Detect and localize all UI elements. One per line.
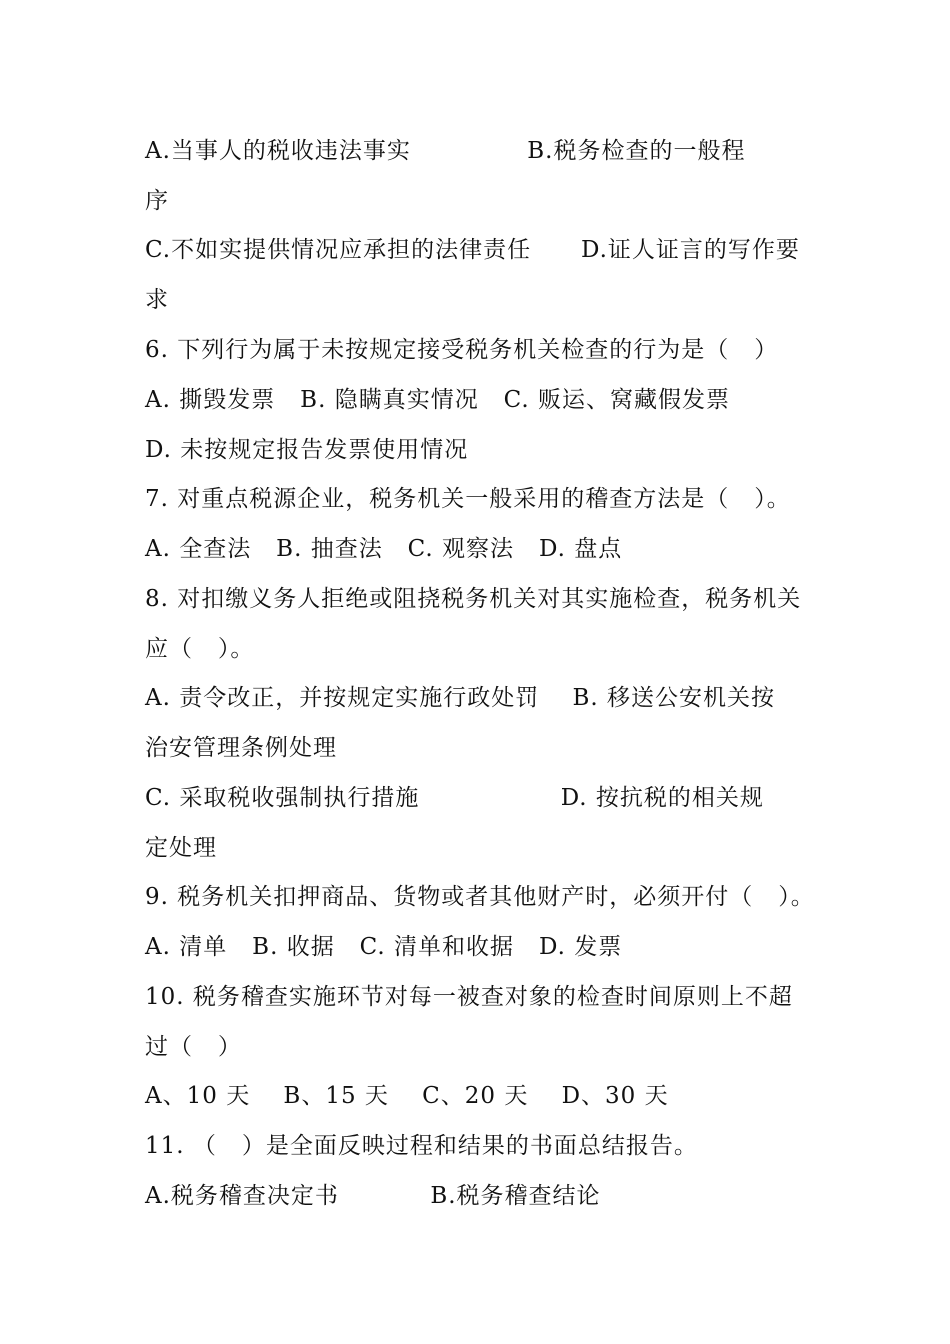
- wrapped-line: 求: [145, 287, 169, 313]
- question-9: 9. 税务机关扣押商品、货物或者其他财产时，必须开付（ ）。: [145, 884, 815, 910]
- question-8-options-c-d: C. 采取税收强制执行措施 D. 按抗税的相关规: [145, 785, 764, 811]
- question-11-options: A.税务稽查决定书 B.税务稽查结论: [145, 1183, 601, 1209]
- question-6: 6. 下列行为属于未按规定接受税务机关检查的行为是（ ）: [145, 337, 779, 363]
- question-6-options: A. 撕毁发票 B. 隐瞒真实情况 C. 贩运、窝藏假发票: [145, 387, 731, 413]
- wrapped-line: 定处理: [145, 835, 217, 861]
- question-7-options: A. 全查法 B. 抽查法 C. 观察法 D. 盘点: [145, 536, 623, 562]
- wrapped-line: 序: [145, 188, 169, 214]
- question-10-options: A、10 天 B、15 天 C、20 天 D、30 天: [145, 1083, 669, 1109]
- question-10-continued: 过（ ）: [145, 1034, 242, 1060]
- question-8-continued: 应（ ）。: [145, 636, 255, 662]
- question-9-options: A. 清单 B. 收据 C. 清单和收据 D. 发票: [145, 934, 623, 960]
- wrapped-line: 治安管理条例处理: [145, 735, 337, 761]
- question-8: 8. 对扣缴义务人拒绝或阻挠税务机关对其实施检查，税务机关: [145, 586, 802, 612]
- option-line-c-d: C.不如实提供情况应承担的法律责任 D.证人证言的写作要: [145, 237, 800, 263]
- question-7: 7. 对重点税源企业，税务机关一般采用的稽查方法是（ ）。: [145, 486, 791, 512]
- question-6-option-d: D. 未按规定报告发票使用情况: [145, 437, 469, 463]
- option-line-a-b: A.当事人的税收违法事实 B.税务检查的一般程: [145, 138, 746, 164]
- question-11: 11. （ ）是全面反映过程和结果的书面总结报告。: [145, 1133, 698, 1159]
- question-8-options-a-b: A. 责令改正，并按规定实施行政处罚 B. 移送公安机关按: [145, 685, 775, 711]
- question-10: 10. 税务稽查实施环节对每一被查对象的检查时间原则上不超: [145, 984, 793, 1010]
